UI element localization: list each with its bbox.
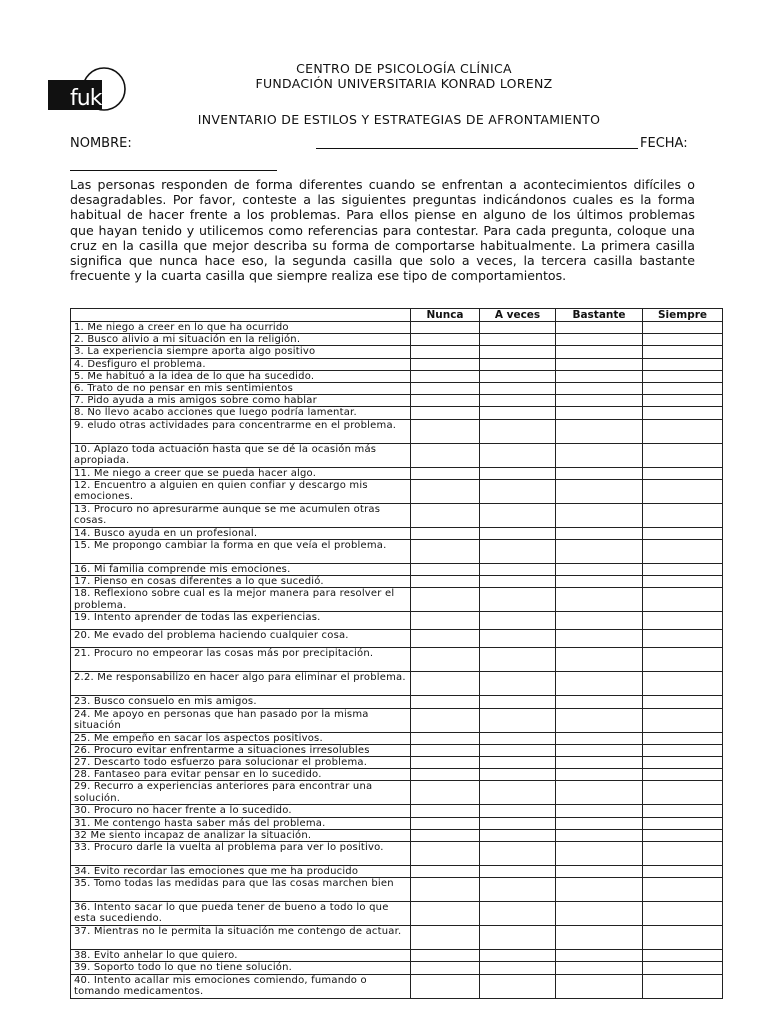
answer-cell-siempre[interactable]	[643, 744, 723, 756]
answer-cell-a-veces[interactable]	[480, 527, 556, 539]
answer-cell-siempre[interactable]	[643, 358, 723, 370]
table-row	[71, 334, 723, 346]
answer-cell-bastante[interactable]	[556, 842, 643, 866]
answer-cell-a-veces[interactable]	[480, 817, 556, 829]
table-row	[71, 576, 723, 588]
question-text: 19. Intento aprender de todas las experiencias.	[71, 612, 411, 630]
question-text: 6. Trato de no pensar en mis sentimientos	[71, 383, 411, 395]
table-row	[71, 419, 723, 443]
answer-cell-siempre[interactable]	[643, 648, 723, 672]
answer-cell-nunca[interactable]	[411, 419, 480, 443]
answer-cell-a-veces[interactable]	[480, 926, 556, 950]
answer-cell-a-veces[interactable]	[480, 540, 556, 564]
table-row	[71, 395, 723, 407]
answer-cell-a-veces[interactable]	[480, 564, 556, 576]
table-row	[71, 612, 723, 630]
question-text: 1. Me niego a creer en lo que ha ocurrido	[71, 322, 411, 334]
answer-cell-bastante[interactable]	[556, 576, 643, 588]
instructions-paragraph: Las personas responden de forma diferentes cuando se enfrentan a acontecimientos difíciles o desagradables. Por favor, conteste a las siguientes preguntas indicándonos cuales es la forma habitual de hacer frente a los problemas. Para ellos piense en alguno de los últimos problemas que hayan tenido y utilicemos como referencias para contestar. Para cada pregunta, coloque una cruz en la casilla que mejor describa su forma de comportarse habitualmente. La primera casilla significa que nunca hace eso, la segunda casilla que solo a veces, la tercera casilla bastante frecuente y la cuarta casilla que siempre realiza ese tipo de comportamientos.	[70, 177, 695, 284]
answer-cell-a-veces[interactable]	[480, 503, 556, 527]
answer-cell-a-veces[interactable]	[480, 630, 556, 648]
answer-cell-nunca[interactable]	[411, 696, 480, 708]
answer-cell-nunca[interactable]	[411, 443, 480, 467]
answer-cell-bastante[interactable]	[556, 322, 643, 334]
answer-cell-a-veces[interactable]	[480, 805, 556, 817]
answer-cell-nunca[interactable]	[411, 540, 480, 564]
answer-cell-siempre[interactable]	[643, 817, 723, 829]
answer-cell-bastante[interactable]	[556, 781, 643, 805]
answer-cell-bastante[interactable]	[556, 358, 643, 370]
question-text: 35. Tomo todas las medidas para que las cosas marchen bien	[71, 878, 411, 902]
answer-cell-bastante[interactable]	[556, 672, 643, 696]
institution-line1: CENTRO DE PSICOLOGÍA CLÍNICA	[296, 61, 512, 76]
answer-cell-nunca[interactable]	[411, 974, 480, 998]
answer-cell-nunca[interactable]	[411, 407, 480, 419]
answer-cell-bastante[interactable]	[556, 564, 643, 576]
question-text: 25. Me empeño en sacar los aspectos positivos.	[71, 732, 411, 744]
answer-cell-siempre[interactable]	[643, 950, 723, 962]
answer-cell-nunca[interactable]	[411, 648, 480, 672]
answer-cell-siempre[interactable]	[643, 902, 723, 926]
answer-cell-siempre[interactable]	[643, 672, 723, 696]
table-row	[71, 842, 723, 866]
answer-cell-nunca[interactable]	[411, 866, 480, 878]
answer-cell-a-veces[interactable]	[480, 334, 556, 346]
answer-cell-bastante[interactable]	[556, 467, 643, 479]
answer-cell-nunca[interactable]	[411, 744, 480, 756]
table-row	[71, 370, 723, 382]
answer-cell-bastante[interactable]	[556, 407, 643, 419]
answer-cell-nunca[interactable]	[411, 334, 480, 346]
name-label: NOMBRE:	[70, 136, 132, 151]
answer-cell-a-veces[interactable]	[480, 878, 556, 902]
table-row	[71, 769, 723, 781]
question-text: 14. Busco ayuda en un profesional.	[71, 527, 411, 539]
answer-cell-nunca[interactable]	[411, 842, 480, 866]
question-text: 7. Pido ayuda a mis amigos sobre como hablar	[71, 395, 411, 407]
answer-cell-a-veces[interactable]	[480, 744, 556, 756]
answer-cell-siempre[interactable]	[643, 383, 723, 395]
answer-cell-siempre[interactable]	[643, 612, 723, 630]
answer-cell-nunca[interactable]	[411, 829, 480, 841]
answer-cell-a-veces[interactable]	[480, 757, 556, 769]
questionnaire-body	[71, 322, 723, 999]
answer-cell-a-veces[interactable]	[480, 370, 556, 382]
answer-cell-bastante[interactable]	[556, 370, 643, 382]
answer-cell-siempre[interactable]	[643, 370, 723, 382]
answer-cell-nunca[interactable]	[411, 322, 480, 334]
answer-cell-nunca[interactable]	[411, 950, 480, 962]
answer-cell-siempre[interactable]	[643, 407, 723, 419]
question-text: 29. Recurro a experiencias anteriores para encontrar una solución.	[71, 781, 411, 805]
answer-cell-bastante[interactable]	[556, 950, 643, 962]
table-row	[71, 527, 723, 539]
question-text: 27. Descarto todo esfuerzo para solucionar el problema.	[71, 757, 411, 769]
table-row	[71, 805, 723, 817]
answer-cell-a-veces[interactable]	[480, 322, 556, 334]
answer-cell-bastante[interactable]	[556, 732, 643, 744]
answer-cell-a-veces[interactable]	[480, 467, 556, 479]
question-text: 4. Desfiguro el problema.	[71, 358, 411, 370]
question-text: 23. Busco consuelo en mis amigos.	[71, 696, 411, 708]
answer-cell-a-veces[interactable]	[480, 407, 556, 419]
answer-cell-nunca[interactable]	[411, 588, 480, 612]
answer-cell-a-veces[interactable]	[480, 576, 556, 588]
answer-cell-siempre[interactable]	[643, 419, 723, 443]
answer-cell-siempre[interactable]	[643, 842, 723, 866]
institution-line2: FUNDACIÓN UNIVERSITARIA KONRAD LORENZ	[255, 76, 553, 91]
table-row	[71, 732, 723, 744]
table-row	[71, 817, 723, 829]
question-text: 2. Busco alivio a mi situación en la religión.	[71, 334, 411, 346]
answer-cell-bastante[interactable]	[556, 829, 643, 841]
answer-cell-siempre[interactable]	[643, 395, 723, 407]
answer-cell-nunca[interactable]	[411, 576, 480, 588]
answer-cell-nunca[interactable]	[411, 346, 480, 358]
answer-cell-siempre[interactable]	[643, 805, 723, 817]
table-row	[71, 540, 723, 564]
answer-cell-nunca[interactable]	[411, 769, 480, 781]
answer-cell-a-veces[interactable]	[480, 866, 556, 878]
question-text: 33. Procuro darle la vuelta al problema para ver lo positivo.	[71, 842, 411, 866]
table-row	[71, 503, 723, 527]
answer-cell-nunca[interactable]	[411, 467, 480, 479]
question-text: 13. Procuro no apresurarme aunque se me acumulen otras cosas.	[71, 503, 411, 527]
answer-cell-siempre[interactable]	[643, 503, 723, 527]
answer-cell-bastante[interactable]	[556, 805, 643, 817]
answer-cell-a-veces[interactable]	[480, 708, 556, 732]
table-header-row	[71, 309, 723, 322]
answer-cell-bastante[interactable]	[556, 926, 643, 950]
answer-cell-a-veces[interactable]	[480, 395, 556, 407]
answer-cell-siempre[interactable]	[643, 443, 723, 467]
answer-cell-siempre[interactable]	[643, 479, 723, 503]
question-text: 38. Evito anhelar lo que quiero.	[71, 950, 411, 962]
question-text: 30. Procuro no hacer frente a lo sucedido.	[71, 805, 411, 817]
answer-cell-bastante[interactable]	[556, 962, 643, 974]
answer-cell-a-veces[interactable]	[480, 358, 556, 370]
answer-cell-bastante[interactable]	[556, 866, 643, 878]
answer-cell-bastante[interactable]	[556, 346, 643, 358]
table-row	[71, 866, 723, 878]
table-row	[71, 878, 723, 902]
table-row	[71, 974, 723, 998]
answer-cell-nunca[interactable]	[411, 805, 480, 817]
answer-cell-a-veces[interactable]	[480, 443, 556, 467]
question-text: 28. Fantaseo para evitar pensar en lo sucedido.	[71, 769, 411, 781]
table-row	[71, 829, 723, 841]
question-text: 9. eludo otras actividades para concentrarme en el problema.	[71, 419, 411, 443]
answer-cell-nunca[interactable]	[411, 962, 480, 974]
answer-cell-nunca[interactable]	[411, 370, 480, 382]
answer-cell-bastante[interactable]	[556, 630, 643, 648]
answer-cell-bastante[interactable]	[556, 588, 643, 612]
table-row	[71, 926, 723, 950]
column-header-siempre: Siempre	[643, 309, 723, 322]
answer-cell-siempre[interactable]	[643, 588, 723, 612]
answer-cell-a-veces[interactable]	[480, 648, 556, 672]
question-text: 24. Me apoyo en personas que han pasado por la misma situación	[71, 708, 411, 732]
answer-cell-a-veces[interactable]	[480, 672, 556, 696]
answer-cell-siempre[interactable]	[643, 540, 723, 564]
answer-cell-bastante[interactable]	[556, 383, 643, 395]
answer-cell-bastante[interactable]	[556, 540, 643, 564]
table-row	[71, 962, 723, 974]
answer-cell-nunca[interactable]	[411, 926, 480, 950]
answer-cell-siempre[interactable]	[643, 829, 723, 841]
table-row	[71, 672, 723, 696]
answer-cell-siempre[interactable]	[643, 564, 723, 576]
questionnaire-table	[70, 308, 723, 999]
answer-cell-bastante[interactable]	[556, 708, 643, 732]
answer-cell-bastante[interactable]	[556, 443, 643, 467]
document-title: INVENTARIO DE ESTILOS Y ESTRATEGIAS DE AFRONTAMIENTO	[197, 112, 601, 127]
table-row	[71, 479, 723, 503]
question-text: 10. Aplazo toda actuación hasta que se dé la ocasión más apropiada.	[71, 443, 411, 467]
answer-cell-bastante[interactable]	[556, 878, 643, 902]
answer-cell-a-veces[interactable]	[480, 588, 556, 612]
name-field-line[interactable]	[316, 148, 638, 149]
answer-cell-a-veces[interactable]	[480, 612, 556, 630]
logo-text: fukl	[70, 86, 107, 111]
answer-cell-siempre[interactable]	[643, 576, 723, 588]
question-text: 32 Me siento incapaz de analizar la situación.	[71, 829, 411, 841]
answer-cell-nunca[interactable]	[411, 527, 480, 539]
table-row	[71, 588, 723, 612]
question-text: 18. Reflexiono sobre cual es la mejor manera para resolver el problema.	[71, 588, 411, 612]
answer-cell-bastante[interactable]	[556, 696, 643, 708]
answer-cell-siempre[interactable]	[643, 769, 723, 781]
question-text: 40. Intento acallar mis emociones comiendo, fumando o tomando medicamentos.	[71, 974, 411, 998]
answer-cell-siempre[interactable]	[643, 926, 723, 950]
date-label: FECHA:	[640, 136, 688, 151]
answer-cell-nunca[interactable]	[411, 612, 480, 630]
question-text: 16. Mi familia comprende mis emociones.	[71, 564, 411, 576]
answer-cell-siempre[interactable]	[643, 878, 723, 902]
question-text: 15. Me propongo cambiar la forma en que veía el problema.	[71, 540, 411, 564]
answer-cell-bastante[interactable]	[556, 419, 643, 443]
table-row	[71, 744, 723, 756]
column-header-bastante: Bastante	[556, 309, 643, 322]
answer-cell-nunca[interactable]	[411, 708, 480, 732]
table-row	[71, 346, 723, 358]
answer-cell-nunca[interactable]	[411, 757, 480, 769]
table-row	[71, 358, 723, 370]
answer-cell-siempre[interactable]	[643, 962, 723, 974]
answer-cell-nunca[interactable]	[411, 383, 480, 395]
question-text: 17. Pienso en cosas diferentes a lo que sucedió.	[71, 576, 411, 588]
question-text: 31. Me contengo hasta saber más del problema.	[71, 817, 411, 829]
question-text: 5. Me habituó a la idea de lo que ha sucedido.	[71, 370, 411, 382]
answer-cell-a-veces[interactable]	[480, 781, 556, 805]
answer-cell-a-veces[interactable]	[480, 842, 556, 866]
table-row	[71, 467, 723, 479]
answer-cell-nunca[interactable]	[411, 672, 480, 696]
table-row	[71, 696, 723, 708]
answer-cell-siempre[interactable]	[643, 467, 723, 479]
answer-cell-bastante[interactable]	[556, 902, 643, 926]
answer-cell-a-veces[interactable]	[480, 696, 556, 708]
table-row	[71, 648, 723, 672]
answer-cell-bastante[interactable]	[556, 744, 643, 756]
answer-cell-nunca[interactable]	[411, 630, 480, 648]
answer-cell-nunca[interactable]	[411, 395, 480, 407]
answer-cell-a-veces[interactable]	[480, 346, 556, 358]
question-text: 21. Procuro no empeorar las cosas más por precipitación.	[71, 648, 411, 672]
answer-cell-a-veces[interactable]	[480, 974, 556, 998]
table-row	[71, 443, 723, 467]
answer-cell-bastante[interactable]	[556, 612, 643, 630]
answer-cell-siempre[interactable]	[643, 630, 723, 648]
answer-cell-bastante[interactable]	[556, 648, 643, 672]
answer-cell-nunca[interactable]	[411, 479, 480, 503]
answer-cell-nunca[interactable]	[411, 358, 480, 370]
question-text: 39. Soporto todo lo que no tiene solución.	[71, 962, 411, 974]
answer-cell-a-veces[interactable]	[480, 383, 556, 395]
question-text: 36. Intento sacar lo que pueda tener de bueno a todo lo que esta sucediendo.	[71, 902, 411, 926]
answer-cell-siempre[interactable]	[643, 696, 723, 708]
table-row	[71, 383, 723, 395]
answer-cell-a-veces[interactable]	[480, 829, 556, 841]
table-row	[71, 322, 723, 334]
question-text: 20. Me evado del problema haciendo cualquier cosa.	[71, 630, 411, 648]
answer-cell-siempre[interactable]	[643, 527, 723, 539]
answer-cell-bastante[interactable]	[556, 527, 643, 539]
column-header-nunca: Nunca	[411, 309, 480, 322]
answer-cell-a-veces[interactable]	[480, 769, 556, 781]
table-row	[71, 757, 723, 769]
table-row	[71, 902, 723, 926]
answer-cell-bastante[interactable]	[556, 757, 643, 769]
question-text: 34. Evito recordar las emociones que me ha producido	[71, 866, 411, 878]
answer-cell-siempre[interactable]	[643, 708, 723, 732]
table-row	[71, 781, 723, 805]
answer-cell-bastante[interactable]	[556, 817, 643, 829]
question-text: 3. La experiencia siempre aporta algo positivo	[71, 346, 411, 358]
answer-cell-bastante[interactable]	[556, 334, 643, 346]
column-header	[71, 309, 411, 322]
answer-cell-a-veces[interactable]	[480, 950, 556, 962]
answer-cell-siempre[interactable]	[643, 732, 723, 744]
answer-cell-nunca[interactable]	[411, 781, 480, 805]
answer-cell-bastante[interactable]	[556, 769, 643, 781]
table-row	[71, 708, 723, 732]
answer-cell-siempre[interactable]	[643, 334, 723, 346]
table-row	[71, 630, 723, 648]
answer-cell-a-veces[interactable]	[480, 732, 556, 744]
answer-cell-siempre[interactable]	[643, 322, 723, 334]
answer-cell-bastante[interactable]	[556, 479, 643, 503]
answer-cell-nunca[interactable]	[411, 503, 480, 527]
table-row	[71, 564, 723, 576]
answer-cell-nunca[interactable]	[411, 817, 480, 829]
answer-cell-siempre[interactable]	[643, 781, 723, 805]
answer-cell-bastante[interactable]	[556, 974, 643, 998]
answer-cell-siempre[interactable]	[643, 346, 723, 358]
answer-cell-nunca[interactable]	[411, 732, 480, 744]
question-text: 8. No llevo acabo acciones que luego podría lamentar.	[71, 407, 411, 419]
answer-cell-nunca[interactable]	[411, 878, 480, 902]
question-text: 26. Procuro evitar enfrentarme a situaciones irresolubles	[71, 744, 411, 756]
date-field-line[interactable]	[70, 170, 277, 171]
answer-cell-a-veces[interactable]	[480, 479, 556, 503]
answer-cell-nunca[interactable]	[411, 902, 480, 926]
column-header-a-veces: A veces	[480, 309, 556, 322]
answer-cell-a-veces[interactable]	[480, 419, 556, 443]
table-row	[71, 407, 723, 419]
answer-cell-nunca[interactable]	[411, 564, 480, 576]
question-text: 2.2. Me responsabilizo en hacer algo para eliminar el problema.	[71, 672, 411, 696]
answer-cell-bastante[interactable]	[556, 395, 643, 407]
question-text: 12. Encuentro a alguien en quien confiar y descargo mis emociones.	[71, 479, 411, 503]
question-text: 37. Mientras no le permita la situación me contengo de actuar.	[71, 926, 411, 950]
question-text: 11. Me niego a creer que se pueda hacer algo.	[71, 467, 411, 479]
answer-cell-bastante[interactable]	[556, 503, 643, 527]
answer-cell-siempre[interactable]	[643, 757, 723, 769]
answer-cell-siempre[interactable]	[643, 866, 723, 878]
answer-cell-a-veces[interactable]	[480, 902, 556, 926]
table-row	[71, 950, 723, 962]
answer-cell-a-veces[interactable]	[480, 962, 556, 974]
answer-cell-siempre[interactable]	[643, 974, 723, 998]
